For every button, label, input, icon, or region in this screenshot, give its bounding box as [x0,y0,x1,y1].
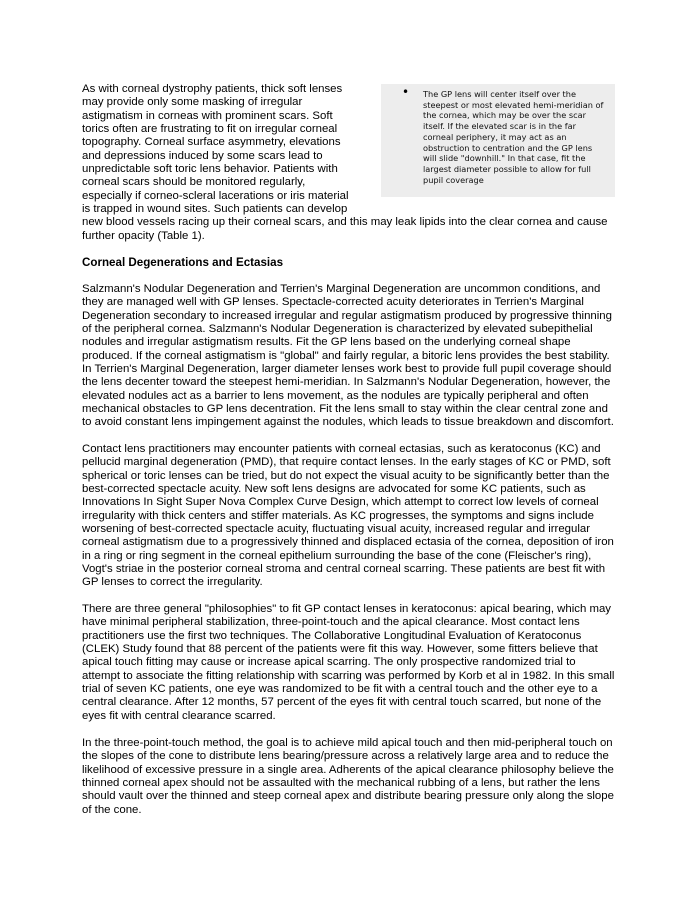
text-line: the lens decenter toward the steepest hemi-meridian. In Salzmann's Nodular Degeneration, however, the [82,376,611,389]
sidebar-line: pupil coverage [423,174,484,185]
text-line: of the peripheral cornea. Salzmann's Nodular Degeneration is characterized by elevated subepithelial [82,323,593,336]
text-line: Degeneration secondary to increased irregular and regular astigmatism produced by progressive thinning [82,309,612,322]
text-line: they are managed well with GP lenses. Spectacle-corrected acuity deteriorates in Terrien's Marginal [82,296,584,309]
text-line: In the three-point-touch method, the goal is to achieve mild apical touch and then mid-peripheral touch on [82,737,613,749]
text-line: In Terrien's Marginal Degeneration, larger diameter lenses work best to provide full pupil coverage should [82,363,612,376]
text-line: and depressions induced by some scars lead to [82,149,323,162]
text-line: spherical or toric lenses can be tried, but do not expect the visual acuity to be significantly better than the [82,469,610,482]
text-line: have minimal peripheral stabilization, three-point-touch and the apical clearance. Most contact lens [82,616,580,629]
text-line: in a ring or ring segment in the corneal epithelium surrounding the base of the cone (Fleischer's ring), [82,549,592,562]
text-line: to avoid constant lens impingement against the nodules, which leads to tissue breakdown and discomfort. [82,416,614,429]
text-line: pellucid marginal degeneration (PMD), that require contact lenses. In the early stages of KC or PMD, soft [82,456,611,469]
sidebar-line: will slide "downhill." In that case, fit the [423,153,586,164]
text-line: Salzmann's Nodular Degeneration and Terrien's Marginal Degeneration are uncommon conditions, and [82,283,601,295]
sidebar-line: largest diameter possible to allow for full [423,163,591,174]
sidebar-line: corneal periphery, it may act as an [423,131,567,142]
text-line: As with corneal dystrophy patients, thick soft lenses [82,83,343,95]
section-heading: Corneal Degenerations and Ectasias [82,256,284,269]
paragraph-three-point-touch [82,737,622,817]
text-line: Innovations In Sight Super Nova Complex Curve Design, which attempt to correct low levels of corneal [82,496,599,509]
text-line: central clearance. After 12 months, 57 percent of the eyes fit with central touch scarred, but none of the [82,696,602,709]
text-line: Contact lens practitioners may encounter patients with corneal ectasias, such as keratoconus (KC) and [82,443,601,455]
sidebar-line: itself. If the elevated scar is in the far [423,121,577,132]
text-line: should vault over the thinned and steep corneal apex and distribute bearing pressure only along the slope [82,790,614,803]
text-line: GP lenses to correct the irregularity. [82,576,263,589]
sidebar-line: steepest or most elevated hemi-meridian of [423,99,604,110]
text-line: torics often are frustrating to fit on irregular corneal [82,123,338,136]
text-line: likelihood of excessive pressure in a single area. Adherents of the apical clearance philosophy believe the [82,763,614,776]
text-line: apical touch fitting may cause or increase apical scarring. The only prospective randomized trial to [82,656,576,669]
text-line: unpredictable soft toric lens behavior. Patients with [82,163,338,176]
text-line: astigmatism in corneas with prominent scars. Soft [82,109,333,122]
sidebar-line: obstruction to centration and the GP lens [423,142,593,153]
text-line: elevated nodules act as a barrier to lens movement, as the nodules are typically peripheral and often [82,389,589,402]
text-line: new blood vessels racing up their corneal scars, and this may leak lipids into the clear cornea and cause [82,216,608,229]
text-line: corneal scars should be monitored regularly, [82,176,306,189]
bullet-icon: • [402,85,410,99]
text-line: Vogt's striae in the posterior corneal stroma and central corneal scarring. These patients are best fit with [82,563,606,576]
paragraph-ectasias [82,443,622,590]
text-line: mechanical obstacles to GP lens decentration. Fit the lens small to stay within the clear central zone and [82,403,608,416]
text-line: best-corrected spectacle acuity. New soft lens designs are advocated for some KC patients, such as [82,483,586,496]
text-line: practitioners use the first two techniques. The Collaborative Longitudinal Evaluation of Keratoconus [82,629,582,642]
paragraph-philosophies [82,603,622,723]
text-line: worsening of best-corrected spectacle acuity, fluctuating visual acuity, increased regular and irregular [82,523,590,536]
text-line: the slopes of the cone to distribute lens bearing/pressure across a relatively large area and to reduce the [82,750,609,763]
sidebar-line: The GP lens will center itself over the [423,89,576,99]
text-line: thinned corneal apex should not be assaulted with the mechanical rubbing of a lens, but rather the lens [82,777,600,790]
text-line: topography. Corneal surface asymmetry, elevations [82,136,341,149]
text-line: is trapped in wound sites. Such patients can develop [82,203,348,216]
text-line: (CLEK) Study found that 88 percent of the patients were fit this way. However, some fitters believe that [82,643,598,656]
text-line: trial of seven KC patients, one eye was randomized to be fit with a central touch and the other eye to a [82,683,598,696]
text-line: further opacity (Table 1). [82,229,205,242]
sidebar-text [423,89,613,185]
text-line: especially if corneo-scleral lacerations or iris material [82,189,349,202]
text-line: eyes fit with central clearance scarred. [82,709,276,722]
text-line: may provide only some masking of irregular [82,96,303,109]
text-line: There are three general "philosophies" to fit GP contact lenses in keratoconus: apical bearing, which may [82,603,611,615]
text-line: of the cone. [82,803,142,816]
text-line: attempt to associate the fitting relationship with scarring was performed by Korb et al in 1982. In this small [82,669,615,682]
text-line: produced. If the corneal astigmatism is "global" and fairly regular, a bitoric lens provides the best stability. [82,349,610,362]
sidebar-line: the cornea, which may be over the scar [423,110,587,121]
paragraph-degenerations [82,283,622,430]
text-line: irregularity with thick centers and stiffer materials. As KC progresses, the symptoms and signs include [82,509,594,522]
text-line: nodules and irregular astigmatism results. Fit the GP lens based on the underlying corneal shape [82,336,571,349]
sidebar-callout [381,84,615,197]
text-line: corneal astigmatism due to a progressively thinned and displaced ectasia of the cornea, deposition of iron [82,536,614,549]
